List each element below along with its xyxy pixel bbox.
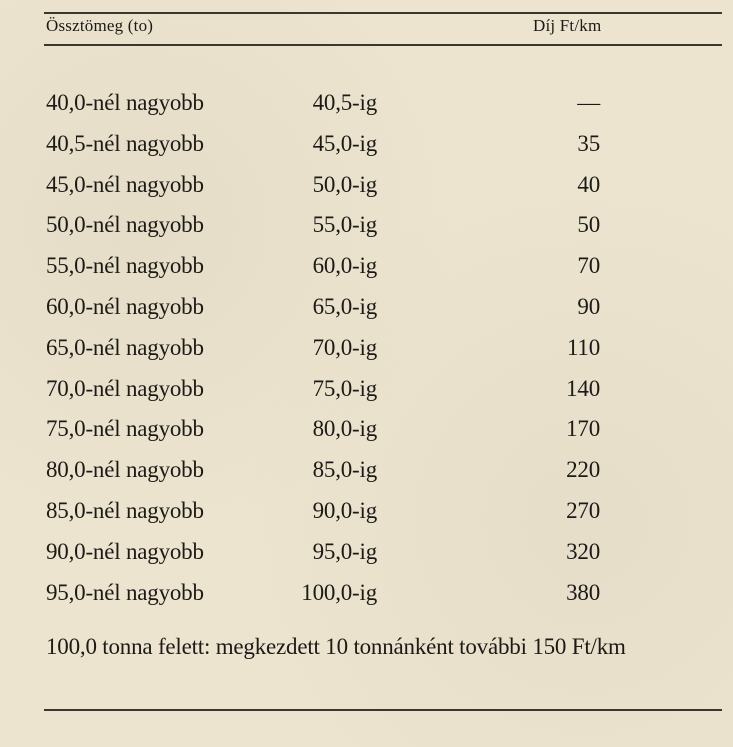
weight-from: 80,0-nél nagyobb [46,457,204,483]
fee-value: 380 [566,579,600,605]
weight-to: 85,0-ig [312,457,377,483]
weight-from: 95,0-nél nagyobb [46,579,204,605]
weight-to: 70,0-ig [312,334,377,360]
fee-value: 320 [566,538,600,564]
weight-from: 45,0-nél nagyobb [46,171,204,197]
weight-to: 80,0-ig [312,416,377,442]
weight-to: 65,0-ig [312,293,377,319]
fee-value: 140 [566,375,600,401]
fee-value: 40 [577,171,600,197]
table-row [0,289,733,330]
weight-to: 95,0-ig [312,538,377,564]
fee-value: 35 [577,130,600,156]
table-row [0,330,733,371]
table-row [0,167,733,208]
weight-to: 40,5-ig [312,90,377,115]
table-row [0,371,733,412]
weight-from: 40,0-nél nagyobb [46,90,204,115]
table-row [0,534,733,575]
footnote: 100,0 tonna felett: megkezdett 10 tonnánként további 150 Ft/km [46,634,626,659]
fee-value: 170 [566,416,600,442]
fee-table [0,85,733,615]
weight-to: 75,0-ig [312,375,377,401]
table-row [0,411,733,452]
weight-to: 100,0-ig [301,579,377,605]
header-weight: Össztömeg (to) [46,16,154,35]
fee-value: 90 [577,293,600,319]
weight-from: 75,0-nél nagyobb [46,416,204,442]
weight-from: 55,0-nél nagyobb [46,253,204,279]
fee-value: 220 [566,457,600,483]
weight-from: 85,0-nél nagyobb [46,497,204,523]
table-row [0,452,733,493]
fee-value: 50 [577,212,600,238]
table-row [0,126,733,167]
weight-from: 60,0-nél nagyobb [46,293,204,319]
table-row [0,207,733,248]
weight-from: 90,0-nél nagyobb [46,538,204,564]
weight-from: 65,0-nél nagyobb [46,334,204,360]
table-row [0,248,733,289]
weight-from: 40,5-nél nagyobb [46,130,204,156]
header-rule [44,44,722,46]
weight-from: 50,0-nél nagyobb [46,212,204,238]
table-row [0,575,733,616]
fee-value: 270 [566,497,600,523]
weight-from: 70,0-nél nagyobb [46,375,204,401]
weight-to: 45,0-ig [312,130,377,156]
fee-value: — [577,90,600,115]
weight-to: 60,0-ig [312,253,377,279]
weight-to: 55,0-ig [312,212,377,238]
weight-to: 90,0-ig [312,497,377,523]
bottom-rule [44,709,722,711]
fee-value: 110 [566,334,600,360]
weight-to: 50,0-ig [312,171,377,197]
fee-value: 70 [577,253,600,279]
header-fee: Díj Ft/km [533,16,602,35]
table-row [0,493,733,534]
table-row [0,85,733,126]
